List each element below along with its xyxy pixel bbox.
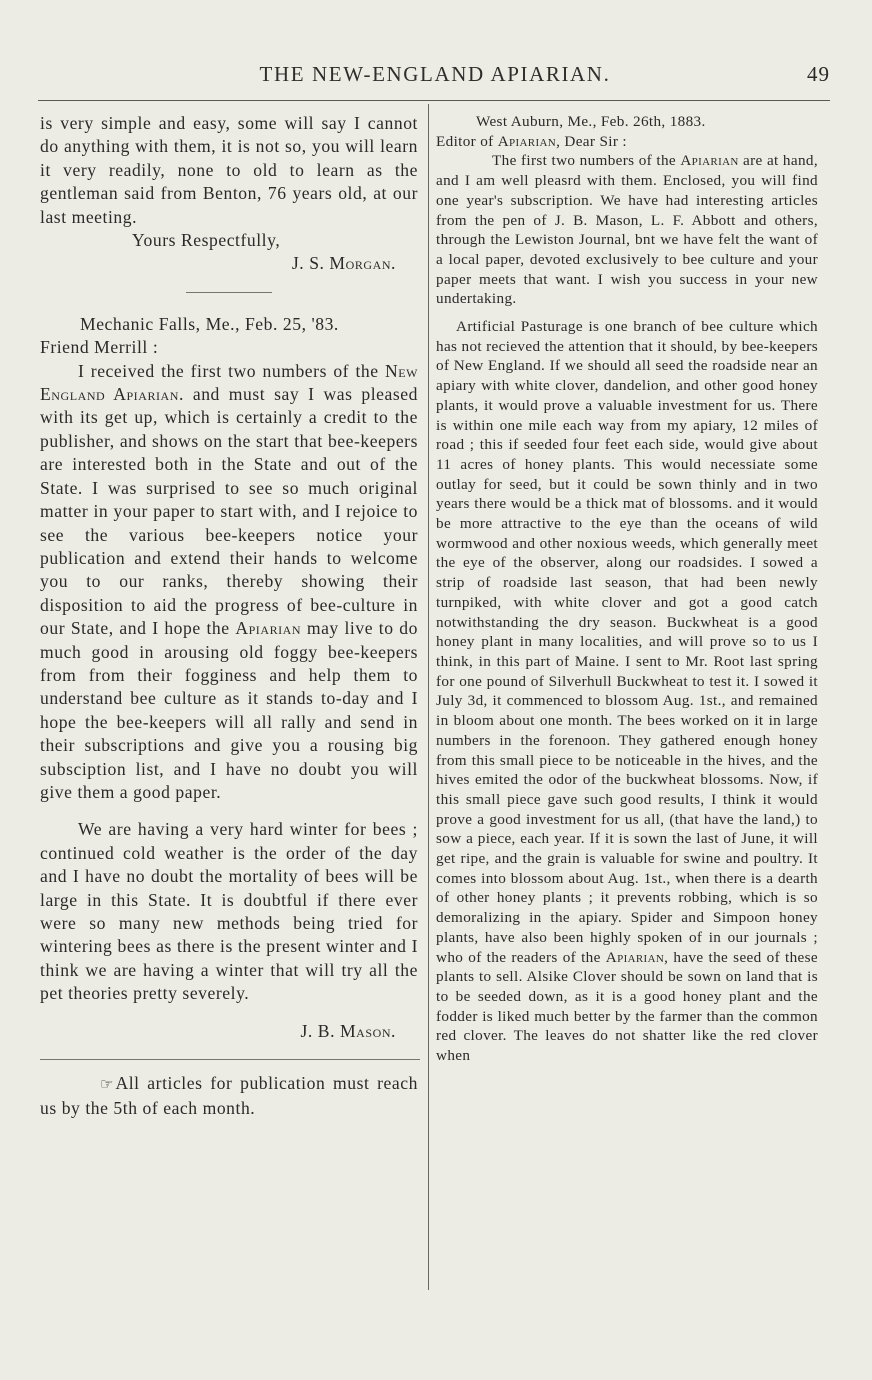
- journal-name: Apiarian: [605, 948, 665, 966]
- paragraph-gap: [40, 804, 418, 818]
- letter1-signature: J. S. Morgan.: [291, 253, 396, 274]
- letter3-dateline: West Auburn, Me., Feb. 26th, 1883.: [476, 113, 706, 130]
- right-column: [436, 112, 818, 1066]
- journal-name: Apiarian: [680, 152, 739, 170]
- letter2-salutation: Friend Merrill :: [40, 337, 159, 358]
- letter2-p1-text-b: . and must say I was pleased with its get up, which is certainly a credit to the publisher, and shows on the start that bee-keepers are interested both in the State and out of the State. I was surprised to see so much original matter in your paper to start with, and I rejoice to see the various bee-keepers notice your publication and extend their hands to welcome you to our ranks, thereby showing their disposition to aid the progress of bee-culture in our State, and I hope the: [40, 384, 418, 639]
- column-rule: [428, 104, 429, 1290]
- page-number: 49: [807, 62, 830, 86]
- letter1-valediction: Yours Respectfully,: [132, 230, 281, 251]
- letter2-paragraph-1: [40, 360, 418, 805]
- journal-name: Apiarian: [235, 618, 302, 639]
- journal-name: New England Apiarian: [40, 360, 418, 405]
- letter3-p2-text-a: Artificial Pasturage is one branch of bee culture which has not recieved the attention that it should, by bee-keepers of New England. If we should all seed the roadside near an apiary with white clover, dandelion, and other good honey plants, it would prove a valuable investment for us. There is within one mile each way from my apiary, 12 miles of road ; this if seeded four feet each side, would give about 11 acres of honey plants. This would necessiate some outlay for seed, but it could be sown thinly and in two years there would be a thick mat of blossoms. and it would be more attractive to the eye than the oceans of wild wormwood and other noxious weeds, which generally meet the eye of the observer, along our roadsides. I sowed a strip of roadside last season, that had been newly turnpiked, with white clover and got a good catch notwithstanding the dry season. Buckwheat is a good honey plant in many localities, and will prove so to us I think, in this part of Maine. I sent to Mr. Root last spring for one pound of Silverhull Buckwheat to test it. I sowed it July 3d, it commenced to blossom Aug. 1st., and remained in bloom about one month. The bees worked on it in large numbers in the forenoon. They gathered enough honey from this small piece to be noticeable in the hives, and the hives emited the odor of the buckwheat blossoms. Now, if this small piece gave such good results, I think it would prove a good investment for us all, (that have the land,) to sow a piece, each year. If it is sown the last of June, it will get ripe, and the grain is valuable for swine and poultry. It comes into blossom about Aug. 1st., when there is a dearth of other honey plants ; it prevents robbing, which is so demoralizing in the apiary. Spider and Simpoon honey plants, have also been highly spoken of in our journals ; who of the readers of the: [436, 318, 818, 966]
- letter-separator: [186, 292, 272, 293]
- letter3-p2-text-b: , have the seed of these plants to sell. Alsike Clover should be sown on land that is to be seeded down, as it is a good honey plant and the fodder is liked much better by the farmer than the common red clover. The leaves do not shatter like the red clover when: [436, 948, 818, 1065]
- paragraph-gap: [436, 309, 818, 317]
- letter3-paragraph-2: [436, 317, 818, 1066]
- letter2-paragraph-2: We are having a very hard winter for bees ; continued cold weather is the order of the day and I have no doubt the mortality of bees will be large in this State. It is doubtful if there ever were so many new methods being tried for wintering bees as there is the present winter and I think we are having a winter that will try all the pet theories pretty severely.: [40, 819, 418, 1004]
- paragraph-gap: [40, 1006, 418, 1020]
- running-title: THE NEW-ENGLAND APIARIAN.: [259, 62, 611, 86]
- letter2-dateline: Mechanic Falls, Me., Feb. 25, '83.: [80, 313, 339, 334]
- running-head: [40, 62, 830, 92]
- notice-text: All articles for publication must reach us by the 5th of each month.: [40, 1073, 418, 1119]
- journal-name: Apiarian: [497, 132, 557, 150]
- left-column: [40, 112, 418, 1121]
- letter1-tail-paragraph: is very simple and easy, some will say I cannot do anything with them, it is not so, you will learn it very readily, none to old to learn as the gentleman said from Benton, 76 years old, at our last meeting.: [40, 113, 418, 227]
- letter3-salutation-a: Editor of: [436, 132, 498, 150]
- submission-notice: [40, 1072, 418, 1121]
- letter3-salutation-b: , Dear Sir :: [556, 132, 627, 150]
- letter3-salutation: [436, 132, 818, 152]
- notice-separator: [40, 1059, 420, 1060]
- letter2-p1-text-c: may live to do much good in arousing old foggy bee-keepers from from their fogginess and help them to understand bee culture as it stands to-day and I hope the bee-keepers will all rally and send in their subscriptions and give you a rousing big subsciption list, and I have no doubt you will give them a good paper.: [40, 618, 418, 802]
- letter2-signature: J. B. Mason.: [300, 1020, 396, 1041]
- letter3-p1-text-b: are at hand, and I am well pleasrd with them. Enclosed, you will find one year's subscription. We have had interesting articles from the pen of J. B. Mason, L. F. Abbott and others, through the Lewiston Journal, bnt we have felt the want of a local paper, devoted exclusively to bee culture and your paper meets that want. I wish you success in your new undertaking.: [436, 152, 818, 308]
- letter3-p1-text-a: The first two numbers of the: [492, 152, 681, 170]
- letter3-paragraph-1: [436, 151, 818, 309]
- header-rule: [38, 100, 830, 101]
- letter2-p1-text-a: I received the first two numbers of the: [78, 360, 385, 381]
- pointing-hand-icon: ☞: [100, 1077, 113, 1094]
